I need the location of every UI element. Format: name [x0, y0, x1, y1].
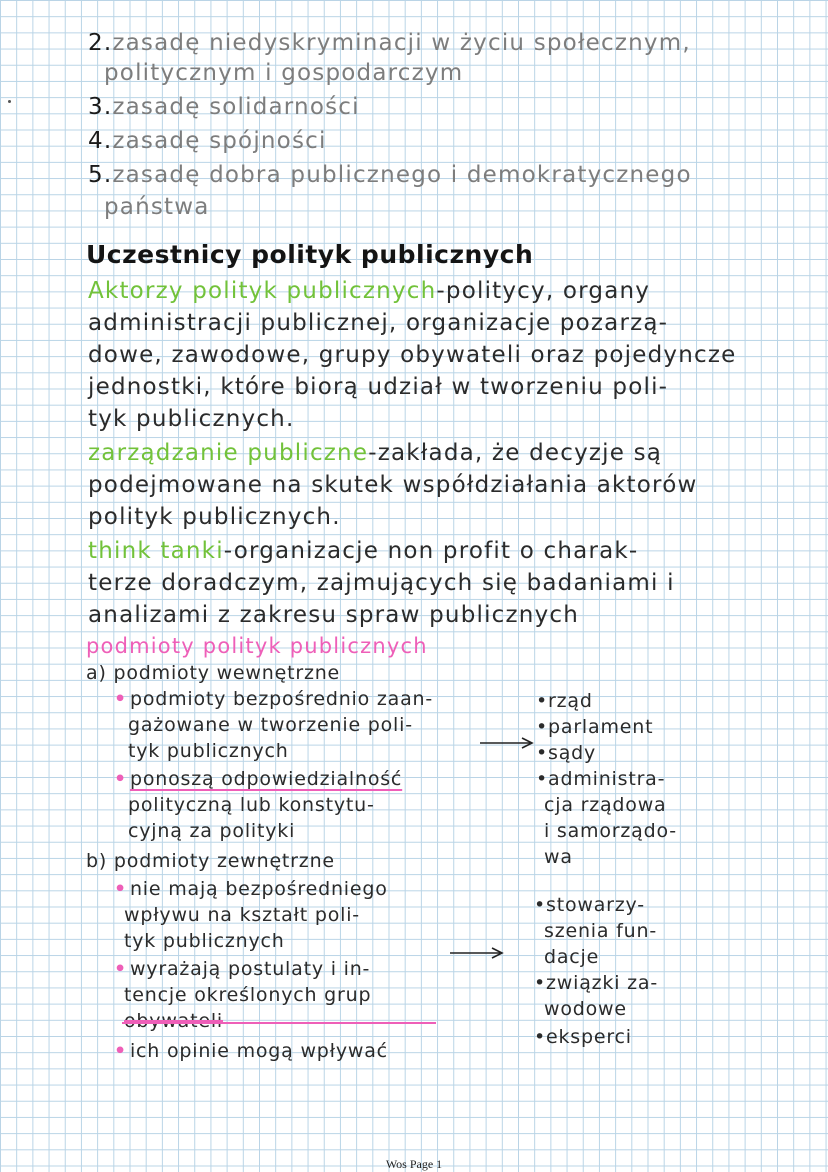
actors-definition-line-2: administracji publicznej, organizacje pozarzą- — [88, 310, 669, 336]
mgmt-definition-line-3: polityk publicznych. — [88, 504, 341, 530]
internal-example-4-cont-1: cja rządowa — [544, 794, 667, 816]
bullet-text: nie mają bezpośredniego — [129, 878, 388, 900]
list-text: zasadę spójności — [112, 128, 327, 154]
actors-definition-line-1 — [88, 278, 650, 304]
arrow-right-icon — [478, 736, 536, 750]
bullet-text: wyrażają postulaty i in- — [129, 958, 371, 980]
internal-bullet-1-line-3: tyk publicznych — [128, 740, 289, 762]
external-bullet-3-line-1 — [114, 1040, 388, 1062]
external-bullet-1-line-3: tyk publicznych — [124, 930, 285, 952]
list-item-5 — [88, 162, 692, 188]
internal-bullet-2-line-3: cyjną za polityki — [128, 820, 296, 842]
list-item-4 — [88, 128, 327, 154]
internal-example-1: •rząd — [536, 690, 593, 712]
actors-definition-line-5: tyk publicznych. — [88, 406, 295, 432]
think-definition-line-1 — [88, 538, 638, 564]
list-num: 2. — [88, 30, 113, 56]
internal-bullet-1-line-2: gażowane w tworzenie poli- — [128, 714, 413, 736]
external-bullet-2-line-2: tencje określonych grup — [124, 984, 372, 1006]
bullet-dot: • — [114, 878, 127, 900]
actors-definition-line-4: jednostki, które biorą udział w tworzeniu poli- — [88, 374, 669, 400]
actors-text: -politycy, organy — [436, 278, 651, 304]
external-example-1-cont-1: szenia fun- — [544, 920, 657, 942]
mgmt-definition-line-2: podejmowane na skutek współdziałania aktorów — [88, 472, 698, 498]
pink-underline-stroke — [122, 1020, 438, 1026]
external-bullet-1-line-2: wpływu na kształt poli- — [124, 904, 360, 926]
internal-example-3: •sądy — [536, 742, 597, 764]
bullet-text: podmioty bezpośrednio zaan- — [129, 688, 434, 710]
external-example-1-cont-2: dacje — [544, 946, 600, 968]
mgmt-term: zarządzanie publiczne — [88, 440, 369, 466]
external-example-2-cont: wodowe — [544, 998, 627, 1020]
think-definition-line-2: terze doradczym, zajmujących się badaniami i — [88, 570, 675, 596]
list-item-2-cont: politycznym i gospodarczym — [104, 60, 464, 86]
bullet-dot: • — [114, 1040, 127, 1062]
mgmt-text: -zakłada, że decyzje są — [368, 440, 663, 466]
bullet-dot: • — [114, 768, 127, 790]
list-item-5-cont: państwa — [104, 194, 210, 220]
internal-example-4: •administra- — [536, 768, 666, 790]
subjects-heading: podmioty polityk publicznych — [86, 634, 428, 658]
think-text: -organizacje non profit o charak- — [223, 538, 639, 564]
internal-bullet-2-line-2: polityczną lub konstytu- — [128, 794, 375, 816]
mgmt-definition-line-1 — [88, 440, 662, 466]
internal-example-4-cont-3: wa — [544, 846, 573, 868]
stray-dot — [8, 100, 11, 103]
external-bullet-1-line-1 — [114, 878, 388, 900]
actors-term: Aktorzy polityk publicznych — [88, 278, 437, 304]
bullet-dot: • — [114, 688, 127, 710]
external-subjects-title: b) podmioty zewnętrzne — [86, 850, 335, 872]
internal-example-2: •parlament — [536, 716, 654, 738]
external-example-2: •związki za- — [534, 972, 659, 994]
external-example-3: •eksperci — [534, 1026, 632, 1048]
external-example-1: •stowarzy- — [534, 894, 645, 916]
list-item-2 — [88, 30, 691, 56]
list-num: 5. — [88, 162, 113, 188]
internal-example-4-cont-2: i samorządo- — [544, 820, 677, 842]
bullet-text: ich opinie mogą wpływać — [129, 1040, 388, 1062]
bullet-dot: • — [114, 958, 127, 980]
list-item-3 — [88, 94, 360, 120]
page-footer: Wos Page 1 — [385, 1157, 443, 1171]
list-num: 3. — [88, 94, 113, 120]
arrow-right-icon — [448, 946, 506, 960]
think-term: think tanki — [88, 538, 224, 564]
external-bullet-2-line-3: obywateli — [124, 1010, 224, 1032]
think-definition-line-3: analizami z zakresu spraw publicznych — [88, 602, 580, 628]
list-num: 4. — [88, 128, 113, 154]
internal-subjects-title: a) podmioty wewnętrzne — [86, 662, 341, 684]
list-text: zasadę dobra publicznego i demokratycznego — [112, 162, 692, 188]
internal-bullet-1-line-1 — [114, 688, 433, 710]
bullet-text: ponoszą odpowiedzialność — [129, 768, 403, 790]
external-bullet-2-line-1 — [114, 958, 370, 980]
section-heading: Uczestnicy polityk publicznych — [86, 240, 534, 269]
list-text: zasadę solidarności — [112, 94, 360, 120]
internal-bullet-2-line-1 — [114, 768, 402, 790]
list-text: zasadę niedyskryminacji w życiu społecznym, — [112, 30, 691, 56]
actors-definition-line-3: dowe, zawodowe, grupy obywateli oraz pojedyncze — [88, 342, 737, 368]
